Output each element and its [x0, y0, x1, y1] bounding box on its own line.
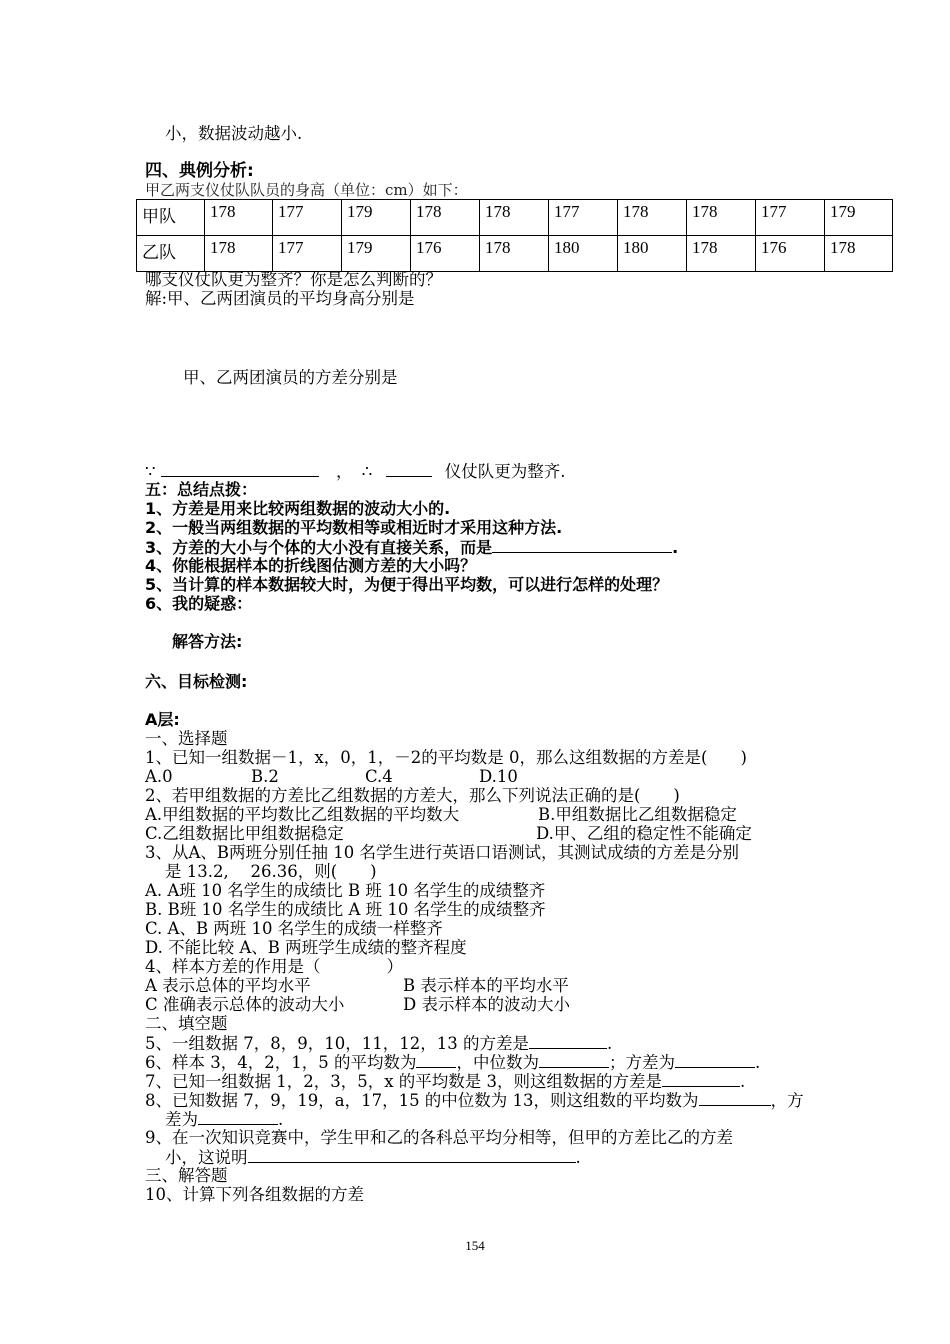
table-cell: 178 [687, 236, 756, 272]
q4-option-a: A 表示总体的平均水平 [145, 976, 311, 995]
table-row [137, 200, 893, 236]
q5-text: 5、一组数据 7，8，9，10，11，12，13 的方差是 [145, 1034, 529, 1053]
q2-option-b: B.甲组数据比乙组数据稳定 [538, 805, 737, 824]
q8-blank-variance [198, 1109, 278, 1125]
q7 [145, 1071, 745, 1092]
therefore-blank [386, 461, 432, 477]
q4-option-b: B 表示样本的平均水平 [403, 976, 569, 995]
section5-title: 五：总结点拨： [145, 480, 258, 499]
part1-title: 一、选择题 [145, 729, 228, 748]
q1: 1、已知一组数据－1，x，0，1，－2的平均数是 0，那么这组数据的方差是( ) [145, 748, 747, 767]
table-row [137, 236, 893, 272]
q6-text-b: ，中位数为 [456, 1053, 539, 1072]
table-cell: 179 [825, 200, 893, 236]
q1-option-b: B.2 [251, 767, 279, 786]
therefore-symbol: ∴ [361, 462, 373, 481]
q3-cont: 是 13.2, 26.36，则( ) [165, 862, 377, 881]
method-label: 解答方法: [172, 632, 243, 651]
section6-title: 六、目标检测: [145, 672, 248, 691]
q9-blank [248, 1147, 576, 1163]
summary-item-4: 4、你能根据样本的折线图估测方差的大小吗？ [145, 556, 477, 575]
variance-line: 甲、乙两团演员的方差分别是 [183, 368, 398, 387]
table-cell: 176 [756, 236, 825, 272]
table-cell: 180 [618, 236, 687, 272]
q5-end: . [606, 1034, 613, 1053]
page-number: 154 [465, 1238, 485, 1253]
table-cell: 178 [618, 200, 687, 236]
q4-option-d: D 表示样本的波动大小 [403, 995, 570, 1014]
q8-end: . [278, 1110, 284, 1129]
q6 [145, 1052, 760, 1073]
q10: 10、计算下列各组数据的方差 [145, 1185, 364, 1204]
q1-options [145, 767, 518, 787]
q2: 2、若甲组数据的方差比乙组数据的方差大，那么下列说法正确的是( ) [145, 786, 680, 805]
table-cell: 178 [411, 200, 480, 236]
comma: ， [336, 462, 353, 481]
q6-blank-median [539, 1052, 609, 1068]
table-row-label: 乙队 [137, 236, 205, 272]
q3-option-c: C. A、B 两班 10 名学生的成绩一样整齐 [145, 919, 443, 938]
q4-option-c: C 准确表示总体的波动大小 [145, 995, 345, 1014]
q9-cont [165, 1147, 581, 1168]
summary-item-1: 1、方差是用来比较两组数据的波动大小的. [145, 499, 451, 518]
q7-end: . [740, 1072, 746, 1091]
table-cell: 178 [480, 236, 549, 272]
table-cell: 178 [480, 200, 549, 236]
table-cell: 178 [825, 236, 893, 272]
q4: 4、样本方差的作用是（ ） [145, 957, 403, 976]
table-cell: 177 [273, 200, 342, 236]
q1-option-d: D.10 [479, 767, 518, 786]
q1-option-c: C.4 [365, 767, 393, 786]
section4-intro: 甲乙两支仪仗队队员的身高（单位：cm）如下： [145, 181, 468, 199]
solution-line: 解:甲、乙两团演员的平均身高分别是 [145, 289, 415, 308]
q8-cont-text: 差为 [165, 1110, 198, 1129]
q7-blank [662, 1071, 740, 1087]
summary-item-3 [145, 537, 678, 558]
conclusion-text: 仪仗队更为整齐. [444, 462, 566, 481]
q8 [145, 1090, 804, 1111]
q2-option-a: A.甲组数据的平均数比乙组数据的平均数大 [145, 805, 460, 824]
table-cell: 178 [205, 236, 273, 272]
table-cell: 179 [342, 200, 411, 236]
table-cell: 180 [549, 236, 618, 272]
question: 哪支仪仗队更为整齐？你是怎么判断的？ [145, 270, 442, 289]
q5-blank [529, 1033, 607, 1049]
q1-option-a: A.0 [145, 767, 173, 786]
q3: 3、从A、B两班分别任抽 10 名学生进行英语口语测试，其测试成绩的方差是分别 [145, 843, 740, 862]
table-cell: 177 [756, 200, 825, 236]
q8-blank-mean [699, 1090, 771, 1106]
height-table [136, 199, 893, 272]
table-row-label: 甲队 [137, 200, 205, 236]
because-symbol: ∵ [145, 462, 156, 481]
q6-blank-mean [416, 1052, 456, 1068]
q9-end: . [575, 1148, 581, 1167]
section4-title: 四、典例分析: [145, 161, 254, 181]
q6-blank-variance [675, 1052, 755, 1068]
q3-option-a: A. A班 10 名学生的成绩比 B 班 10 名学生的成绩整齐 [145, 881, 546, 900]
table-cell: 178 [687, 200, 756, 236]
q8-text-mid: ，方 [770, 1091, 804, 1110]
conclusion-line [145, 461, 566, 482]
table-cell: 179 [342, 236, 411, 272]
q3-option-d: D. 不能比较 A、B 两班学生成绩的整齐程度 [145, 938, 467, 957]
q7-text: 7、已知一组数据 1，2，3，5，x 的平均数是 3，则这组数据的方差是 [145, 1072, 663, 1091]
part3-title: 三、解答题 [145, 1166, 228, 1185]
q2-option-d: D.甲、乙组的稳定性不能确定 [536, 824, 752, 843]
summary-item-3-end: . [672, 538, 679, 557]
level-a: A层: [145, 710, 180, 729]
table-cell: 177 [273, 236, 342, 272]
q5 [145, 1033, 612, 1054]
q6-end: . [754, 1053, 761, 1072]
summary-item-3-blank [492, 537, 672, 553]
q6-text-c: ；方差为 [608, 1053, 675, 1072]
because-blank [161, 461, 319, 477]
q8-cont [165, 1109, 283, 1130]
q6-text-a: 6、样本 3，4，2，1，5 的平均数为 [145, 1053, 417, 1072]
q3-option-b: B. B班 10 名学生的成绩比 A 班 10 名学生的成绩整齐 [145, 900, 546, 919]
table-cell: 176 [411, 236, 480, 272]
intro-line: 小，数据波动越小. [165, 124, 303, 143]
q8-text: 8、已知数据 7，9，19，a，17，15 的中位数为 13，则这组数的平均数为 [145, 1091, 699, 1110]
table-cell: 178 [205, 200, 273, 236]
part2-title: 二、填空题 [145, 1014, 228, 1033]
q9: 9、在一次知识竞赛中，学生甲和乙的各科总平均分相等，但甲的方差比乙的方差 [145, 1128, 733, 1147]
q2-option-c: C.乙组数据比甲组数据稳定 [145, 824, 344, 843]
q9-cont-text: 小，这说明 [165, 1148, 248, 1167]
summary-item-3-text: 3、方差的大小与个体的大小没有直接关系，而是 [145, 538, 493, 557]
summary-item-6: 6、我的疑惑： [145, 594, 253, 613]
table-cell: 177 [549, 200, 618, 236]
summary-item-2: 2、一般当两组数据的平均数相等或相近时才采用这种方法. [145, 518, 563, 537]
summary-item-5: 5、当计算的样本数据较大时，为便于得出平均数，可以进行怎样的处理？ [145, 575, 669, 594]
